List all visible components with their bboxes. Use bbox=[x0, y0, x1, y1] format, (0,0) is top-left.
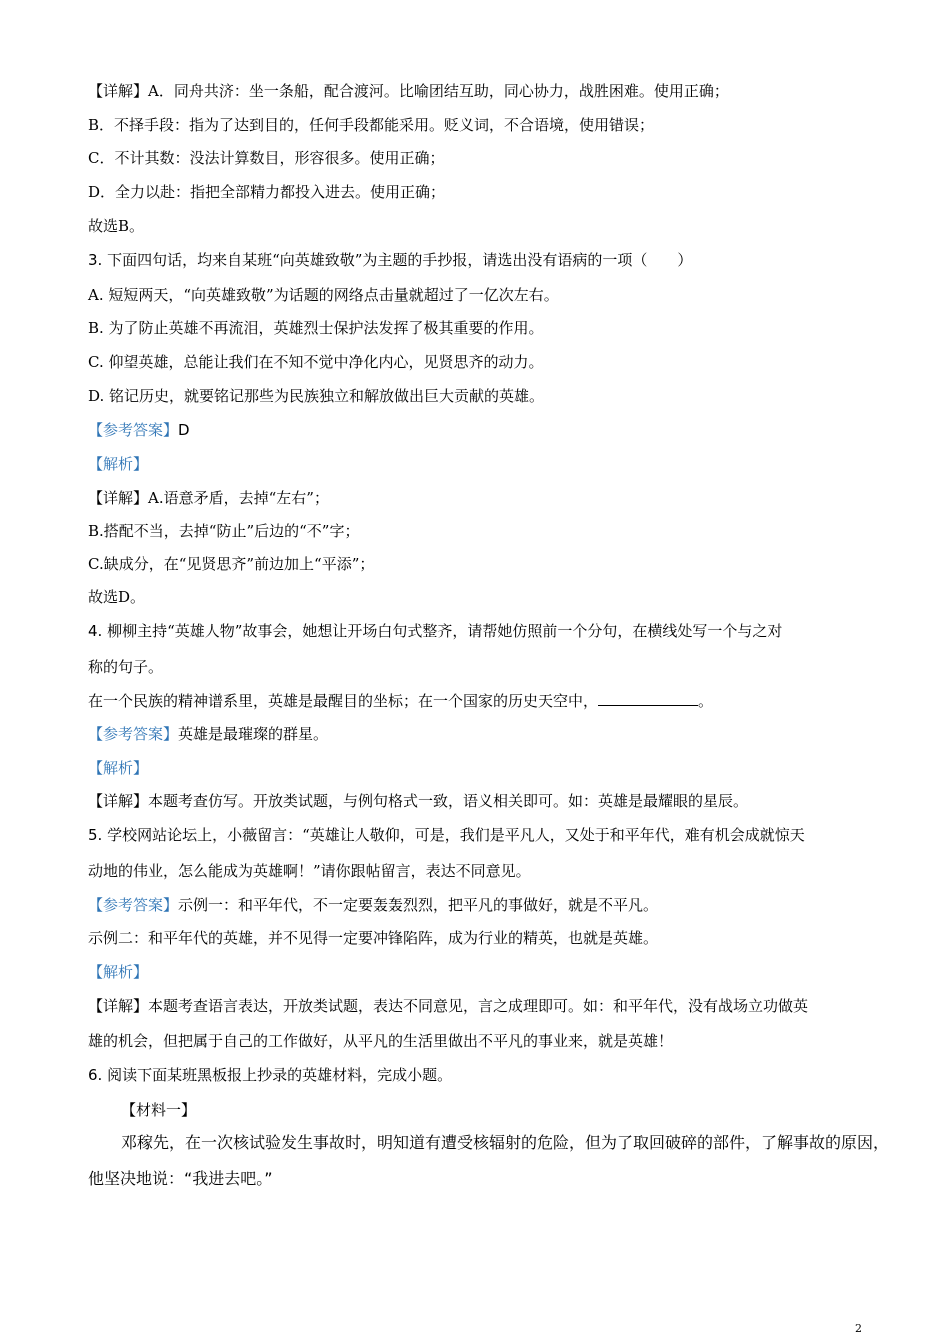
q3-answer bbox=[88, 419, 870, 441]
q5-detail-line1 bbox=[88, 995, 870, 1017]
detail-label: 【详解】 bbox=[88, 792, 149, 810]
answer-blank bbox=[598, 691, 698, 706]
page-number: 2 bbox=[855, 1322, 862, 1335]
sentence-end: 。 bbox=[698, 692, 714, 710]
q6-material-line2: 他坚决地说：“我进去吧。” bbox=[88, 1169, 273, 1188]
detail-label: 【详解】 bbox=[88, 489, 149, 507]
q2-detail-d: D．全力以赴：指把全部精力都投入进去。使用正确； bbox=[88, 183, 446, 201]
question-number: 6. bbox=[88, 1066, 103, 1084]
q2-detail-a bbox=[88, 80, 870, 102]
q4-detail bbox=[88, 790, 870, 812]
q3-stem bbox=[88, 249, 870, 271]
q4-sentence bbox=[88, 690, 870, 712]
q3-analysis-label: 【解析】 bbox=[88, 455, 149, 473]
q4-analysis-label: 【解析】 bbox=[88, 759, 149, 777]
question-stem: 学校网站论坛上，小薇留言：“英雄让人敬仰，可是，我们是平凡人，又处于和平年代，难有机会成就惊天 bbox=[107, 826, 805, 844]
q3-detail-a bbox=[88, 487, 870, 509]
q6-stem bbox=[88, 1064, 870, 1086]
detail-text: A.语意矛盾，去掉“左右”； bbox=[148, 489, 329, 507]
q3-option-b: B. 为了防止英雄不再流泪，英雄烈士保护法发挥了极其重要的作用。 bbox=[88, 319, 544, 337]
detail-text: A．同舟共济：坐一条船，配合渡河。比喻团结互助，同心协力，战胜困难。使用正确； bbox=[148, 82, 729, 100]
q4-stem-line1 bbox=[88, 620, 870, 642]
answer-text: D bbox=[178, 421, 190, 439]
q5-analysis-label: 【解析】 bbox=[88, 963, 149, 981]
answer-text: 英雄是最璀璨的群星。 bbox=[178, 725, 329, 743]
q5-answer1 bbox=[88, 894, 870, 916]
q3-option-d: D. 铭记历史，就要铭记那些为民族独立和解放做出巨大贡献的英雄。 bbox=[88, 387, 545, 405]
q6-material-title: 【材料一】 bbox=[121, 1101, 197, 1119]
detail-text: 本题考查仿写。开放类试题，与例句格式一致，语义相关即可。如：英雄是最耀眼的星辰。 bbox=[148, 792, 749, 810]
q5-answer2: 示例二：和平年代的英雄，并不见得一定要冲锋陷阵，成为行业的精英，也就是英雄。 bbox=[88, 929, 659, 947]
detail-label: 【详解】 bbox=[88, 82, 149, 100]
detail-label: 【详解】 bbox=[88, 997, 149, 1015]
q6-material-line1: 邓稼先，在一次核试验发生事故时，明知道有遭受核辐射的危险，但为了取回破碎的部件，了解事故的原因， bbox=[121, 1133, 890, 1152]
answer-label: 【参考答案】 bbox=[88, 421, 179, 439]
q5-detail-line2: 雄的机会，但把属于自己的工作做好，从平凡的生活里做出不平凡的事业来，就是英雄！ bbox=[88, 1032, 674, 1050]
question-number: 4. bbox=[88, 622, 103, 640]
q3-detail-b: B.搭配不当，去掉“防止”后边的“不”字； bbox=[88, 522, 360, 540]
q4-stem-line2: 称的句子。 bbox=[88, 658, 164, 676]
q3-detail-c: C.缺成分，在“见贤思齐”前边加上“平添”； bbox=[88, 555, 375, 573]
q5-stem-line1 bbox=[88, 824, 870, 846]
q3-option-c: C. 仰望英雄，总能让我们在不知不觉中净化内心，见贤思齐的动力。 bbox=[88, 353, 544, 371]
answer-label: 【参考答案】 bbox=[88, 896, 179, 914]
question-number: 5. bbox=[88, 826, 103, 844]
q4-answer bbox=[88, 723, 870, 745]
question-stem: 柳柳主持“英雄人物”故事会，她想让开场白句式整齐，请帮她仿照前一个分句，在横线处写一个与之对 bbox=[107, 622, 783, 640]
q2-detail-c: C．不计其数：没法计算数目，形容很多。使用正确； bbox=[88, 149, 445, 167]
question-stem: 阅读下面某班黑板报上抄录的英雄材料，完成小题。 bbox=[107, 1066, 453, 1084]
question-stem: 下面四句话，均来自某班“向英雄致敬”为主题的手抄报，请选出没有语病的一项（ ） bbox=[107, 251, 693, 269]
q2-conclusion: 故选B。 bbox=[88, 217, 145, 235]
answer-text: 示例一：和平年代，不一定要轰轰烈烈，把平凡的事做好，就是不平凡。 bbox=[178, 896, 659, 914]
q2-detail-b: B．不择手段：指为了达到目的，任何手段都能采用。贬义词，不合语境，使用错误； bbox=[88, 116, 655, 134]
q5-stem-line2: 动地的伟业，怎么能成为英雄啊！”请你跟帖留言，表达不同意见。 bbox=[88, 862, 531, 880]
detail-text: 本题考查语言表达，开放类试题，表达不同意见，言之成理即可。如：和平年代，没有战场立功做英 bbox=[148, 997, 809, 1015]
q3-conclusion: 故选D。 bbox=[88, 588, 146, 606]
question-number: 3. bbox=[88, 251, 103, 269]
sentence-text: 在一个民族的精神谱系里，英雄是最醒目的坐标；在一个国家的历史天空中， bbox=[88, 692, 599, 710]
answer-label: 【参考答案】 bbox=[88, 725, 179, 743]
q3-option-a: A. 短短两天，“向英雄致敬”为话题的网络点击量就超过了一亿次左右。 bbox=[88, 286, 559, 304]
